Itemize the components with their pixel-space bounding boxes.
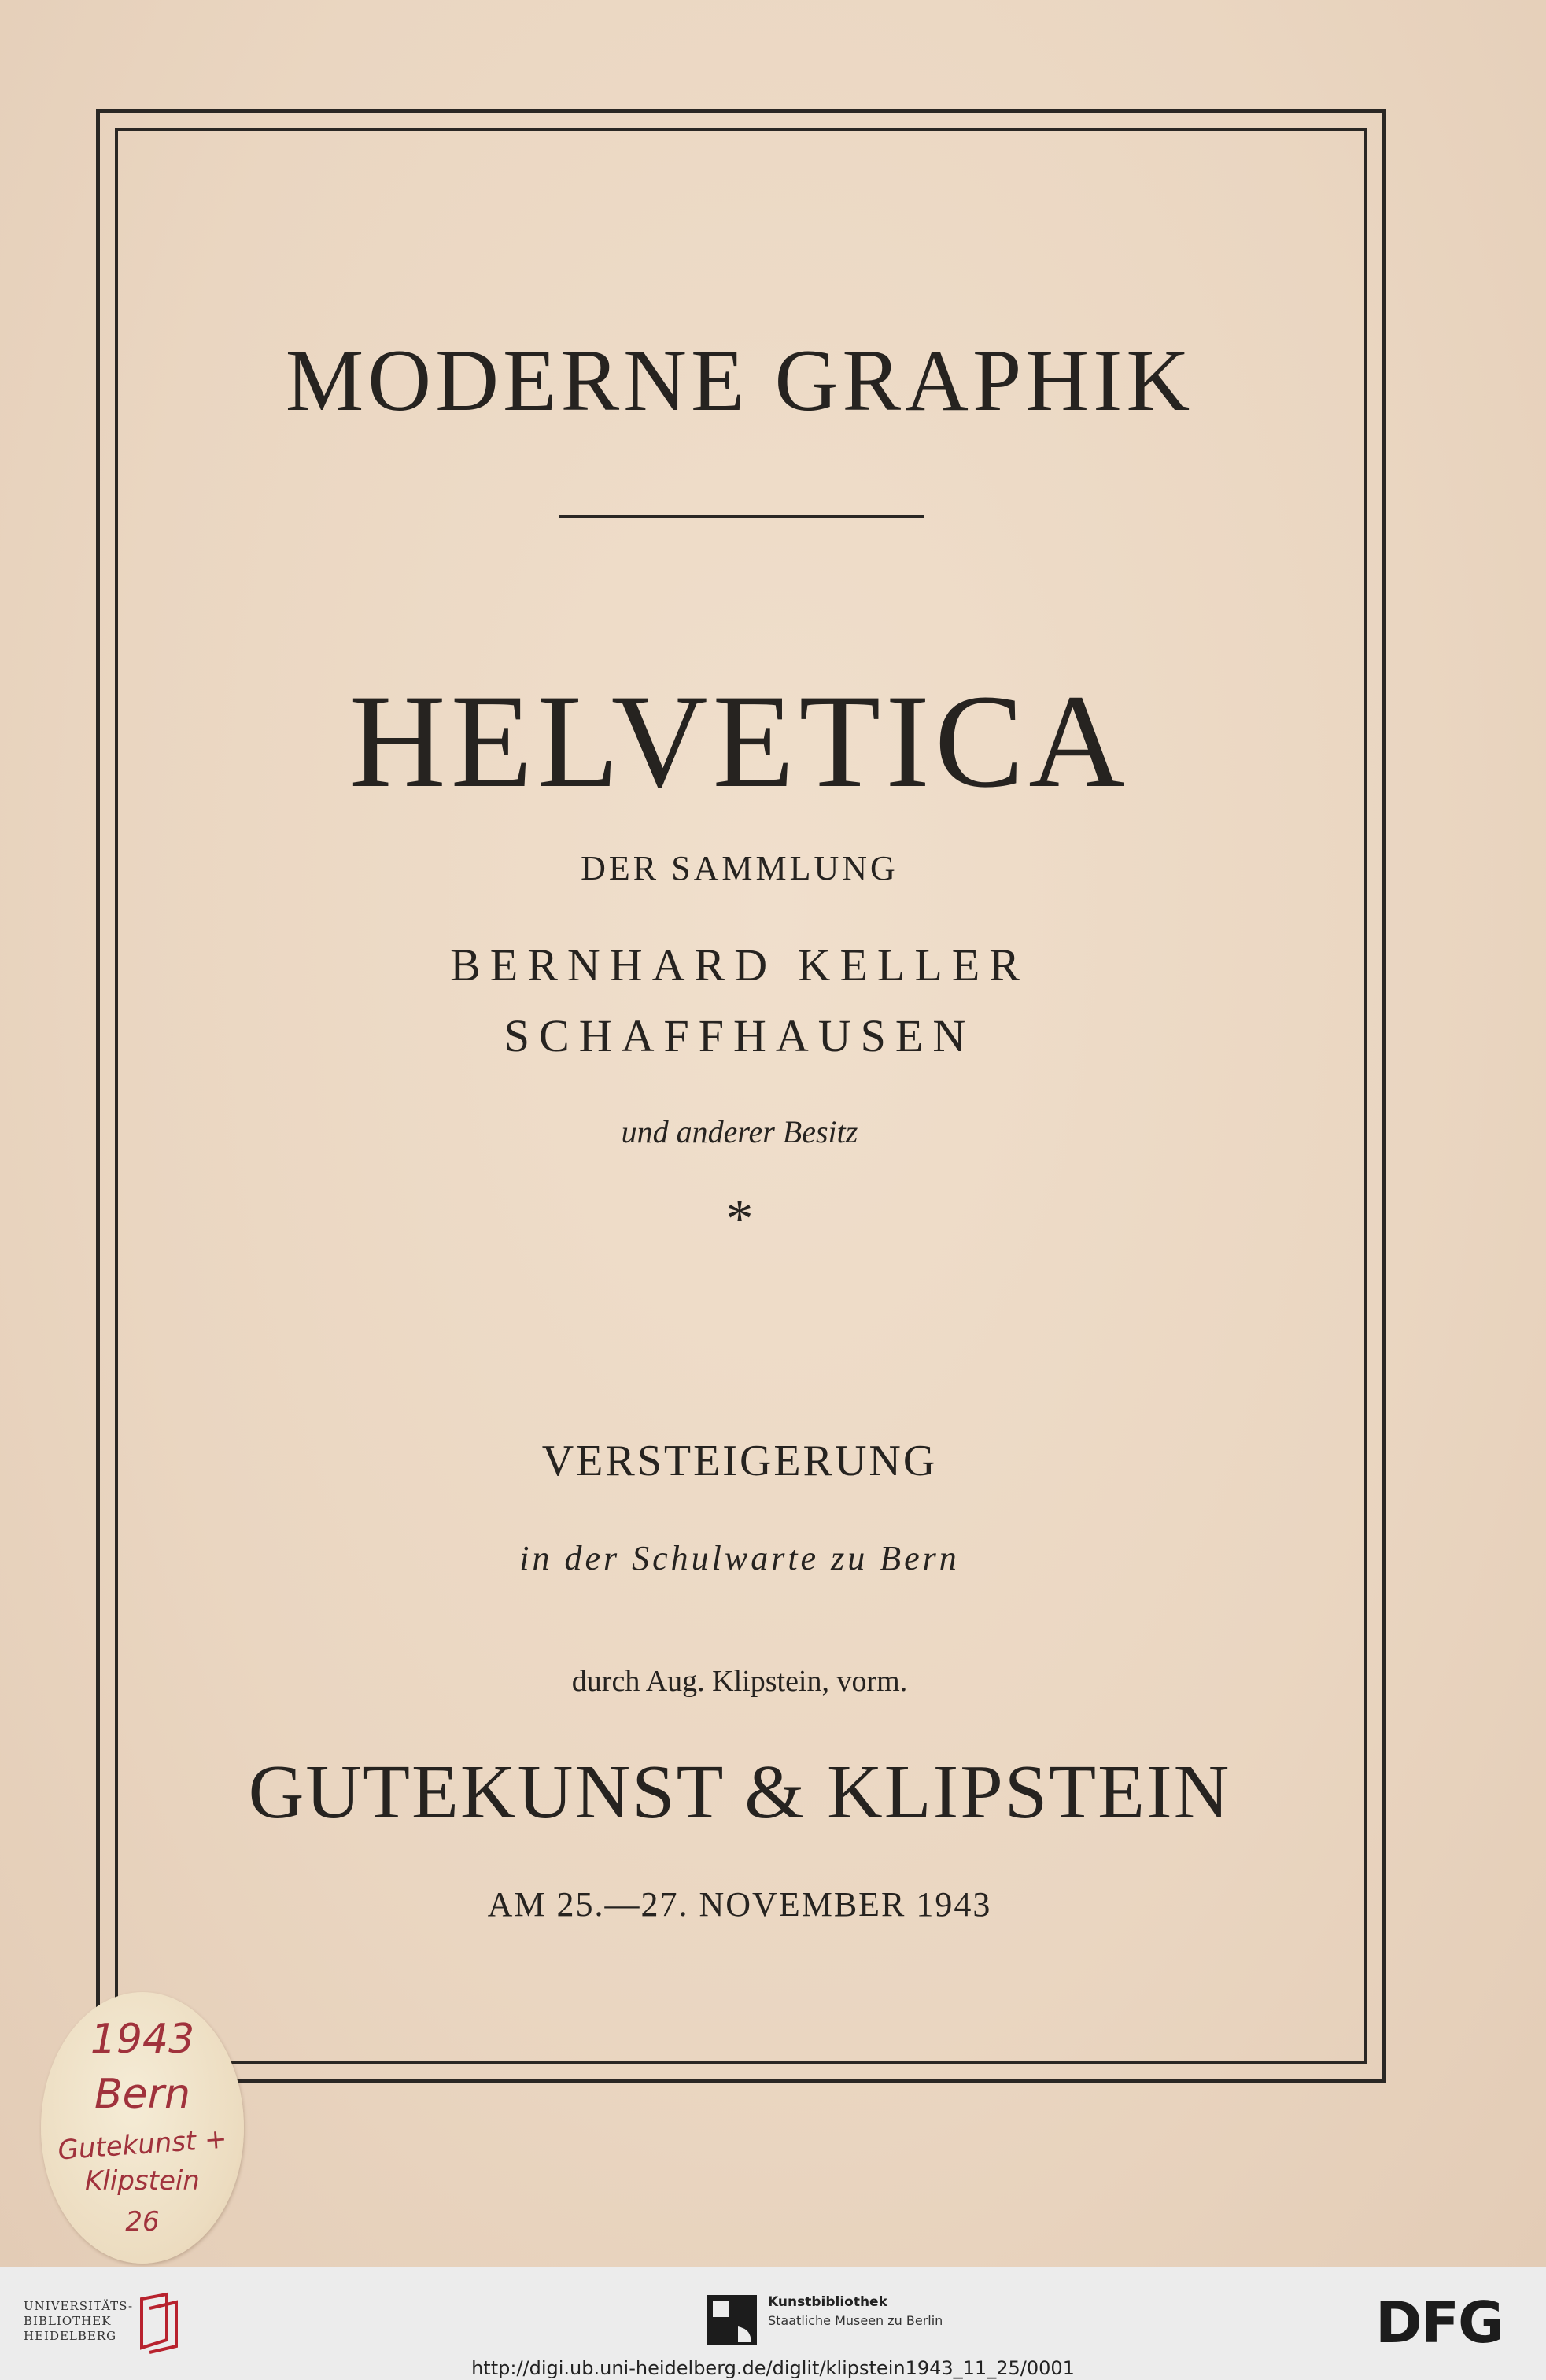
kunstbibliothek-icon[interactable] — [707, 2295, 757, 2345]
label-firm-1: Gutekunst + — [57, 2123, 228, 2167]
auction-venue: in der Schulwarte zu Bern — [519, 1539, 960, 1577]
dfg-logo[interactable]: DFG — [1375, 2290, 1504, 2356]
auctioneer-intro: durch Aug. Klipstein, vorm. — [571, 1665, 908, 1698]
collector-name: BERNHARD KELLER — [450, 939, 1029, 991]
viewer-footer — [0, 2267, 1546, 2380]
ub-heidelberg-icon[interactable] — [135, 2291, 183, 2354]
firm-name: GUTEKUNST & KLIPSTEIN — [248, 1750, 1231, 1835]
series-title: MODERNE GRAPHIK — [285, 332, 1194, 430]
kunstbibliothek-title: Kunstbibliothek — [768, 2294, 887, 2310]
auction-heading: VERSTEIGERUNG — [541, 1437, 938, 1485]
auction-date: AM 25.—27. NOVEMBER 1943 — [487, 1885, 992, 1924]
ub-heidelberg-logo-text[interactable]: UNIVERSITÄTS- BIBLIOTHEK HEIDELBERG — [24, 2299, 134, 2343]
label-city: Bern — [94, 2071, 190, 2118]
main-title: HELVETICA — [349, 667, 1131, 815]
other-property-note: und anderer Besitz — [621, 1114, 858, 1149]
permalink-url[interactable]: http://digi.ub.uni-heidelberg.de/diglit/klipstein1943_11_25/0001 — [471, 2357, 1075, 2379]
kunstbibliothek-subtitle: Staatliche Museen zu Berlin — [768, 2313, 943, 2328]
divider-rule — [559, 515, 924, 518]
label-firm-2: Klipstein — [85, 2165, 200, 2197]
asterisk-ornament: * — [725, 1189, 754, 1249]
label-year: 1943 — [90, 2016, 195, 2063]
collector-city: SCHAFFHAUSEN — [504, 1010, 976, 1061]
collection-intro: DER SAMMLUNG — [581, 849, 898, 887]
label-number: 26 — [125, 2206, 160, 2238]
